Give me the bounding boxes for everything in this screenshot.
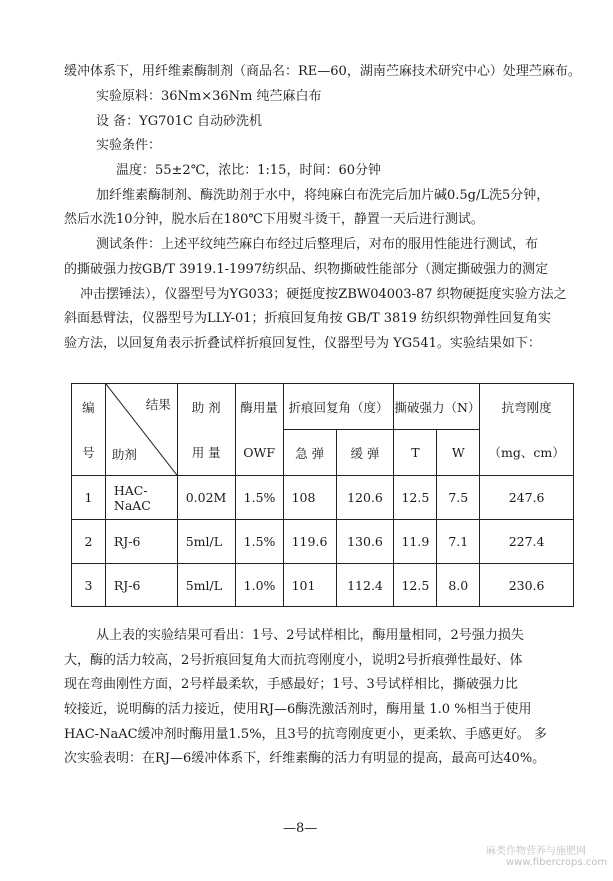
procedure-line-2: 然后水洗10分钟，脱水后在180℃下用熨斗烫干，静置一天后进行测试。 bbox=[64, 212, 484, 227]
header-result-label: 结果 bbox=[145, 397, 171, 412]
test-line-1: 测试条件：上述平纹纯苎麻白布经过后整理后，对布的服用性能进行测试，布 bbox=[96, 237, 539, 252]
result-line-3: 现在弯曲刚性方面，2号样最柔软，手感最好；1号、3号试样相比，撕破强力比 bbox=[64, 677, 518, 692]
header-diagonal-cell bbox=[105, 384, 177, 476]
cell-agent: RJ-6 bbox=[105, 520, 177, 564]
header-enzyme-top: 酶用量 bbox=[235, 384, 283, 430]
test-line-5: 验方法，以回复角表示折叠试样折痕回复性，仪器型号为 YG541。实验结果如下： bbox=[64, 336, 541, 351]
result-line-1: 从上表的实验结果可看出：1号、2号试样相比，酶用量相同，2号强力损失 bbox=[96, 628, 524, 643]
test-line-3: 冲击摆锤法），仪器型号为YG033；硬挺度按ZBW04003-87 织物硬挺度实验方法之 bbox=[80, 287, 567, 302]
table-row bbox=[72, 564, 574, 607]
cell-agent: RJ-6 bbox=[105, 564, 177, 607]
cell-tear-t: 12.5 bbox=[394, 564, 437, 607]
header-no-top: 编 bbox=[72, 384, 106, 430]
watermark-url: www.fibercrops.com bbox=[506, 857, 608, 868]
cell-no: 2 bbox=[72, 520, 106, 564]
cell-stiffness: 227.4 bbox=[480, 520, 574, 564]
cell-owf: 1.5% bbox=[235, 520, 283, 564]
cell-dose: 5ml/L bbox=[177, 520, 235, 564]
intro-text: 缓冲体系下，用纤维素酶制剂（商品名：RE—60，湖南苎麻技术研究中心）处理苎麻布。 bbox=[64, 64, 581, 79]
cell-agent: HAC-NaAC bbox=[105, 476, 177, 520]
cell-crease-fast: 101 bbox=[283, 564, 336, 607]
cell-dose: 0.02M bbox=[177, 476, 235, 520]
header-enzyme-bottom: OWF bbox=[235, 430, 283, 476]
conditions-text: 温度：55±2℃，浓比：1:15，时间：60分钟 bbox=[116, 163, 381, 178]
test-line-4: 斜面悬臂法，仪器型号为LLY-01；折痕回复角按 GB/T 3819 纺织织物弹性回复角实 bbox=[64, 311, 551, 326]
cell-stiffness: 230.6 bbox=[480, 564, 574, 607]
header-stiffness: 抗弯刚度 bbox=[480, 384, 574, 430]
procedure-line-1: 加纤维素酶制剂、酶洗助剂于水中，将纯麻白布洗完后加片碱0.5g/L洗5分钟， bbox=[96, 188, 550, 203]
header-no-bottom: 号 bbox=[72, 430, 106, 476]
cell-tear-t: 11.9 bbox=[394, 520, 437, 564]
table-row bbox=[72, 476, 574, 520]
header-crease-angle: 折痕回复角（度） bbox=[283, 384, 394, 430]
result-line-2: 大，酶的活力较高，2号折痕回复角大而抗弯刚度小，说明2号折痕弹性最好、体 bbox=[64, 653, 523, 668]
cell-owf: 1.0% bbox=[235, 564, 283, 607]
header-tear-w: W bbox=[437, 430, 480, 476]
header-stiffness-unit: （mg、cm） bbox=[480, 430, 574, 476]
header-crease-fast: 急 弹 bbox=[283, 430, 336, 476]
result-line-4: 较接近，说明酶的活力接近，使用RJ—6酶洗激活剂时，酶用量 1.0 %相当于使用 bbox=[64, 702, 532, 717]
header-crease-slow: 缓 弹 bbox=[336, 430, 394, 476]
header-tear-strength: 撕破强力（N） bbox=[394, 384, 480, 430]
cell-owf: 1.5% bbox=[235, 476, 283, 520]
cell-tear-w: 8.0 bbox=[437, 564, 480, 607]
cell-crease-slow: 112.4 bbox=[336, 564, 394, 607]
cell-crease-fast: 108 bbox=[283, 476, 336, 520]
header-agent-top: 助 剂 bbox=[177, 384, 235, 430]
cell-dose: 5ml/L bbox=[177, 564, 235, 607]
equipment-text: 设 备：YG701C 自动砂洗机 bbox=[96, 114, 262, 129]
results-table bbox=[71, 383, 574, 607]
material-text: 实验原料：36Nm×36Nm 纯苎麻白布 bbox=[96, 89, 322, 104]
cell-stiffness: 247.6 bbox=[480, 476, 574, 520]
cell-no: 3 bbox=[72, 564, 106, 607]
page-number: —8— bbox=[283, 821, 318, 836]
header-agent-label: 助剂 bbox=[111, 447, 137, 462]
cell-crease-fast: 119.6 bbox=[283, 520, 336, 564]
test-line-2: 的撕破强力按GB/T 3919.1-1997纺织品、织物撕破性能部分（测定撕破强力的测定 bbox=[64, 262, 549, 277]
conditions-label: 实验条件： bbox=[96, 138, 162, 153]
cell-tear-w: 7.5 bbox=[437, 476, 480, 520]
cell-crease-slow: 130.6 bbox=[336, 520, 394, 564]
cell-tear-w: 7.1 bbox=[437, 520, 480, 564]
header-tear-t: T bbox=[394, 430, 437, 476]
result-line-5: HAC-NaAC缓冲剂时酶用量1.5%，且3号的抗弯刚度更小，更柔软、手感更好。 多 bbox=[64, 727, 547, 742]
table-row bbox=[72, 520, 574, 564]
cell-crease-slow: 120.6 bbox=[336, 476, 394, 520]
result-line-6: 次实验表明：在RJ—6缓冲体系下，纤维素酶的活力有明显的提高，最高可达40%。 bbox=[64, 751, 546, 766]
watermark-site-name: 麻类作物营养与施肥网 bbox=[486, 846, 586, 857]
cell-tear-t: 12.5 bbox=[394, 476, 437, 520]
cell-no: 1 bbox=[72, 476, 106, 520]
header-agent-bottom: 用 量 bbox=[177, 430, 235, 476]
